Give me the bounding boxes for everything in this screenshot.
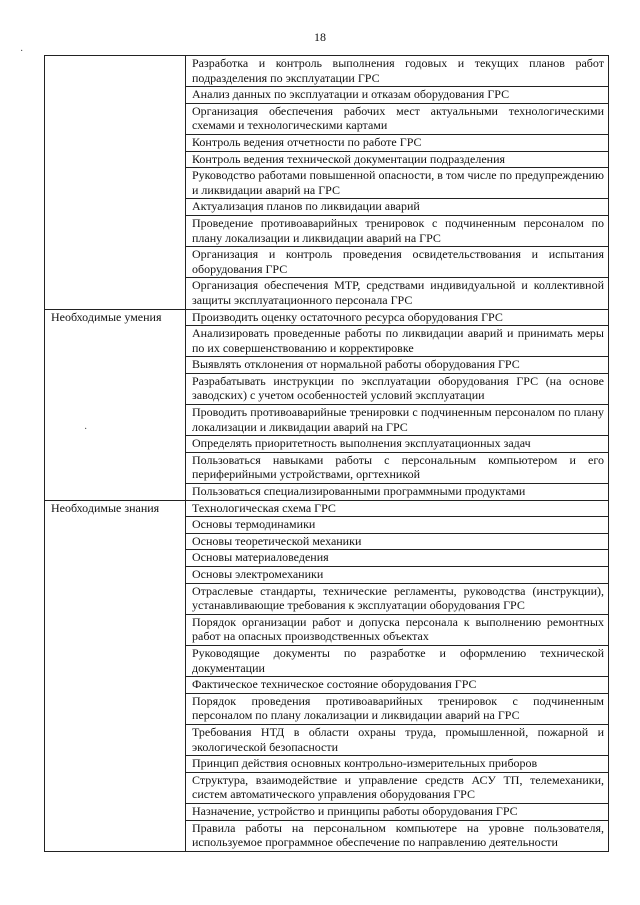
table-cell: Принцип действия основных контрольно-измерительных приборов xyxy=(186,756,609,773)
table-cell: Структура, взаимодействие и управление средств АСУ ТП, телемеханики, систем автоматического управления оборудования ГРС xyxy=(186,772,609,803)
table-cell: Проведение противоаварийных тренировок с подчиненным персоналом по плану локализации и ликвидации аварий на ГРС xyxy=(186,215,609,246)
table-cell: Пользоваться специализированными программными продуктами xyxy=(186,484,609,501)
table-cell: Порядок проведения противоаварийных тренировок с подчиненным персоналом по плану локализации и ликвидации аварий на ГРС xyxy=(186,693,609,724)
table-cell: Организация и контроль проведения освидетельствования и испытания оборудования ГРС xyxy=(186,247,609,278)
table-cell: Пользоваться навыками работы с персональным компьютером и его периферийными устройствами, оргтехникой xyxy=(186,452,609,483)
table-row xyxy=(45,56,609,87)
table-cell: Контроль ведения отчетности по работе ГРС xyxy=(186,134,609,151)
scan-speck: · xyxy=(84,424,88,435)
section-label xyxy=(45,56,186,310)
table-cell: Технологическая схема ГРС xyxy=(186,500,609,517)
table-cell: Контроль ведения технической документации подразделения xyxy=(186,151,609,168)
section-label: Необходимые умения xyxy=(45,309,186,500)
scan-speck: · xyxy=(20,46,24,57)
table-cell: Требования НТД в области охраны труда, промышленной, пожарной и экологической безопасности xyxy=(186,724,609,755)
section-label: Необходимые знания xyxy=(45,500,186,851)
table-cell: Анализ данных по эксплуатации и отказам оборудования ГРС xyxy=(186,87,609,104)
table-cell: Фактическое техническое состояние оборудования ГРС xyxy=(186,677,609,694)
competency-table xyxy=(44,55,609,852)
page-number: 18 xyxy=(314,30,326,44)
table-cell: Организация обеспечения МТР, средствами индивидуальной и коллективной защиты эксплуатационного персонала ГРС xyxy=(186,278,609,309)
table-cell: Основы электромеханики xyxy=(186,567,609,584)
table-cell: Основы материаловедения xyxy=(186,550,609,567)
table-cell: Правила работы на персональном компьютере на уровне пользователя, используемое программное обеспечение по направлению деятельности xyxy=(186,820,609,851)
table-cell: Разрабатывать инструкции по эксплуатации оборудования ГРС (на основе заводских) с учетом особенностей условий эксплуатации xyxy=(186,373,609,404)
table-row xyxy=(45,309,609,326)
table-cell: Разработка и контроль выполнения годовых и текущих планов работ подразделения по эксплуатации ГРС xyxy=(186,56,609,87)
table-cell: Отраслевые стандарты, технические регламенты, руководства (инструкции), устанавливающие требования к эксплуатации оборудования ГРС xyxy=(186,583,609,614)
table-cell: Порядок организации работ и допуска персонала к выполнению ремонтных работ на опасных производственных объектах xyxy=(186,614,609,645)
table-cell: Руководство работами повышенной опасности, в том числе по предупреждению и ликвидации аварий на ГРС xyxy=(186,168,609,199)
table-cell: Организация обеспечения рабочих мест актуальными технологическими схемами и технологическими картами xyxy=(186,103,609,134)
table-cell: Производить оценку остаточного ресурса оборудования ГРС xyxy=(186,309,609,326)
table-cell: Проводить противоаварийные тренировки с подчиненным персоналом по плану локализации и ликвидации аварий на ГРС xyxy=(186,405,609,436)
table-cell: Выявлять отклонения от нормальной работы оборудования ГРС xyxy=(186,357,609,374)
competency-table-body xyxy=(45,56,609,852)
table-cell: Назначение, устройство и принципы работы оборудования ГРС xyxy=(186,803,609,820)
table-cell: Анализировать проведенные работы по ликвидации аварий и принимать меры по их совершенствованию и корректировке xyxy=(186,326,609,357)
table-cell: Основы теоретической механики xyxy=(186,533,609,550)
table-cell: Определять приоритетность выполнения эксплуатационных задач xyxy=(186,436,609,453)
table-cell: Основы термодинамики xyxy=(186,517,609,534)
table-cell: Актуализация планов по ликвидации аварий xyxy=(186,199,609,216)
table-cell: Руководящие документы по разработке и оформлению технической документации xyxy=(186,645,609,676)
table-row xyxy=(45,500,609,517)
